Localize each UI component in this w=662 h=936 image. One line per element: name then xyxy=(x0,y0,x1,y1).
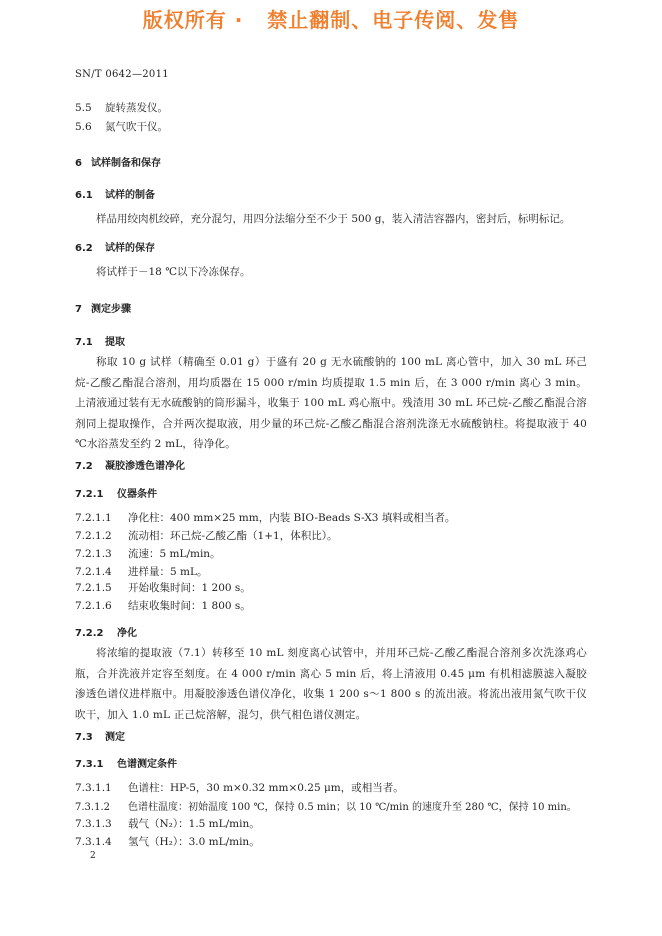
heading-title: 色谱测定条件 xyxy=(117,759,177,770)
item-text: 色谱柱温度：初始温度 100 ℃，保持 0.5 min；以 10 ℃/min 的速度升至 280 ℃，保持 10 min。 xyxy=(128,802,577,813)
heading-number: 7.3.1 xyxy=(75,759,104,770)
item-number: 7.2.1.1 xyxy=(75,512,112,524)
item-number: 7.2.1.6 xyxy=(75,600,112,612)
list-item xyxy=(75,100,168,115)
item-number: 7.3.1.4 xyxy=(75,836,112,848)
heading-title: 测定 xyxy=(105,732,125,743)
item-text: 净化柱：400 mm×25 mm，内装 BIO-Beads S-X3 填料或相当者。 xyxy=(128,512,456,524)
heading-title: 净化 xyxy=(117,628,137,639)
section-heading-6 xyxy=(75,154,161,169)
heading-title: 测定步骤 xyxy=(91,304,131,315)
item-number: 7.3.1.2 xyxy=(75,802,110,813)
item-text: 色谱柱：HP-5，30 m×0.32 mm×0.25 μm，或相当者。 xyxy=(128,782,404,794)
list-item xyxy=(75,780,404,795)
list-item xyxy=(75,598,251,613)
item-text: 氢气（H₂）：3.0 mL/min。 xyxy=(128,836,260,848)
heading-number: 6.1 xyxy=(75,190,93,201)
item-number: 7.2.1.2 xyxy=(75,530,112,542)
item-text: 氮气吹干仪。 xyxy=(105,121,168,133)
section-heading-7-3-1 xyxy=(75,755,177,770)
list-item xyxy=(75,546,221,561)
heading-number: 7.2.1 xyxy=(75,489,104,500)
section-heading-6-1 xyxy=(75,186,155,201)
copyright-banner: 版权所有 · 禁止翻制、电子传阅、发售 xyxy=(142,8,520,32)
section-heading-7 xyxy=(75,300,131,315)
list-item xyxy=(75,119,168,134)
list-item xyxy=(75,580,251,595)
section-heading-6-2 xyxy=(75,239,155,254)
item-text: 结束收集时间：1 800 s。 xyxy=(128,600,251,612)
item-number: 7.3.1.3 xyxy=(75,818,112,830)
paragraph-7-1: 称取 10 g 试样（精确至 0.01 g）于盛有 20 g 无水硫酸钠的 100 mL 离心管中，加入 30 mL 环己烷-乙酸乙酯混合溶剂，用均质器在 15 000 r/min 均质提取 1.5 min 后，在 3 000 r/min 离心 3 min。上清液通过装有无水硫酸钠的筒形漏斗，收集于 100 mL 鸡心瓶中。残渣用 30 mL 环己烷-乙酸乙酯混合溶剂同上提取操作，合并两次提取液，用少量的环己烷-乙酸乙酯混合溶剂洗涤无水硫酸钠柱。将提取液于 40 ℃水浴蒸发至约 2 mL，待净化。 xyxy=(75,356,587,450)
item-text: 流速：5 mL/min。 xyxy=(128,548,221,560)
standard-number: SN/T 0642—2011 xyxy=(75,69,169,80)
item-number: 5.6 xyxy=(75,121,92,133)
page-number: 2 xyxy=(90,851,96,861)
list-item xyxy=(75,564,207,579)
heading-number: 7.2 xyxy=(75,461,93,472)
item-text: 载气（N₂）：1.5 mL/min。 xyxy=(128,818,260,830)
list-item xyxy=(75,798,577,813)
item-number: 5.5 xyxy=(75,102,92,114)
list-item xyxy=(75,528,337,543)
heading-title: 试样的制备 xyxy=(105,190,155,201)
item-text: 旋转蒸发仪。 xyxy=(105,102,168,114)
heading-title: 试样的保存 xyxy=(105,243,155,254)
section-heading-7-2-1 xyxy=(75,485,157,500)
item-number: 7.3.1.1 xyxy=(75,782,112,794)
heading-number: 6 xyxy=(75,158,82,169)
heading-number: 7.2.2 xyxy=(75,628,104,639)
item-text: 开始收集时间：1 200 s。 xyxy=(128,582,251,594)
heading-number: 7.3 xyxy=(75,732,93,743)
paragraph-6-2: 将试样于－18 ℃以下冷冻保存。 xyxy=(96,266,251,278)
heading-title: 凝胶渗透色谱净化 xyxy=(105,461,185,472)
item-text: 流动相：环己烷-乙酸乙酯（1+1，体积比）。 xyxy=(128,530,338,542)
paragraph-7-2-2: 将浓缩的提取液（7.1）转移至 10 mL 刻度离心试管中，并用环己烷-乙酸乙酯混合溶剂多次洗涤鸡心瓶，合并洗液并定容至刻度。在 4 000 r/min 离心 5 min 后，将上清液用 0.45 μm 有机相滤膜滤入凝胶渗透色谱仪进样瓶中。用凝胶渗透色谱仪净化，收集 1 200 s～1 800 s 的流出液。将流出液用氮气吹干仪吹干，加入 1.0 mL 正己烷溶解，混匀，供气相色谱仪测定。 xyxy=(75,647,587,721)
section-heading-7-1 xyxy=(75,333,125,348)
section-heading-7-2 xyxy=(75,457,185,472)
paragraph-6-1: 样品用绞肉机绞碎，充分混匀，用四分法缩分至不少于 500 g，装入清洁容器内，密封后，标明标记。 xyxy=(96,213,571,225)
heading-title: 试样制备和保存 xyxy=(91,158,161,169)
heading-title: 提取 xyxy=(105,337,125,348)
heading-number: 7.1 xyxy=(75,337,93,348)
section-heading-7-3 xyxy=(75,728,125,743)
list-item xyxy=(75,834,260,849)
heading-number: 6.2 xyxy=(75,243,93,254)
list-item xyxy=(75,816,260,831)
section-heading-7-2-2 xyxy=(75,624,137,639)
item-number: 7.2.1.4 xyxy=(75,566,112,578)
item-number: 7.2.1.3 xyxy=(75,548,112,560)
heading-number: 7 xyxy=(75,304,82,315)
item-number: 7.2.1.5 xyxy=(75,582,112,594)
item-text: 进样量：5 mL。 xyxy=(128,566,208,578)
heading-title: 仪器条件 xyxy=(117,489,157,500)
list-item xyxy=(75,510,455,525)
